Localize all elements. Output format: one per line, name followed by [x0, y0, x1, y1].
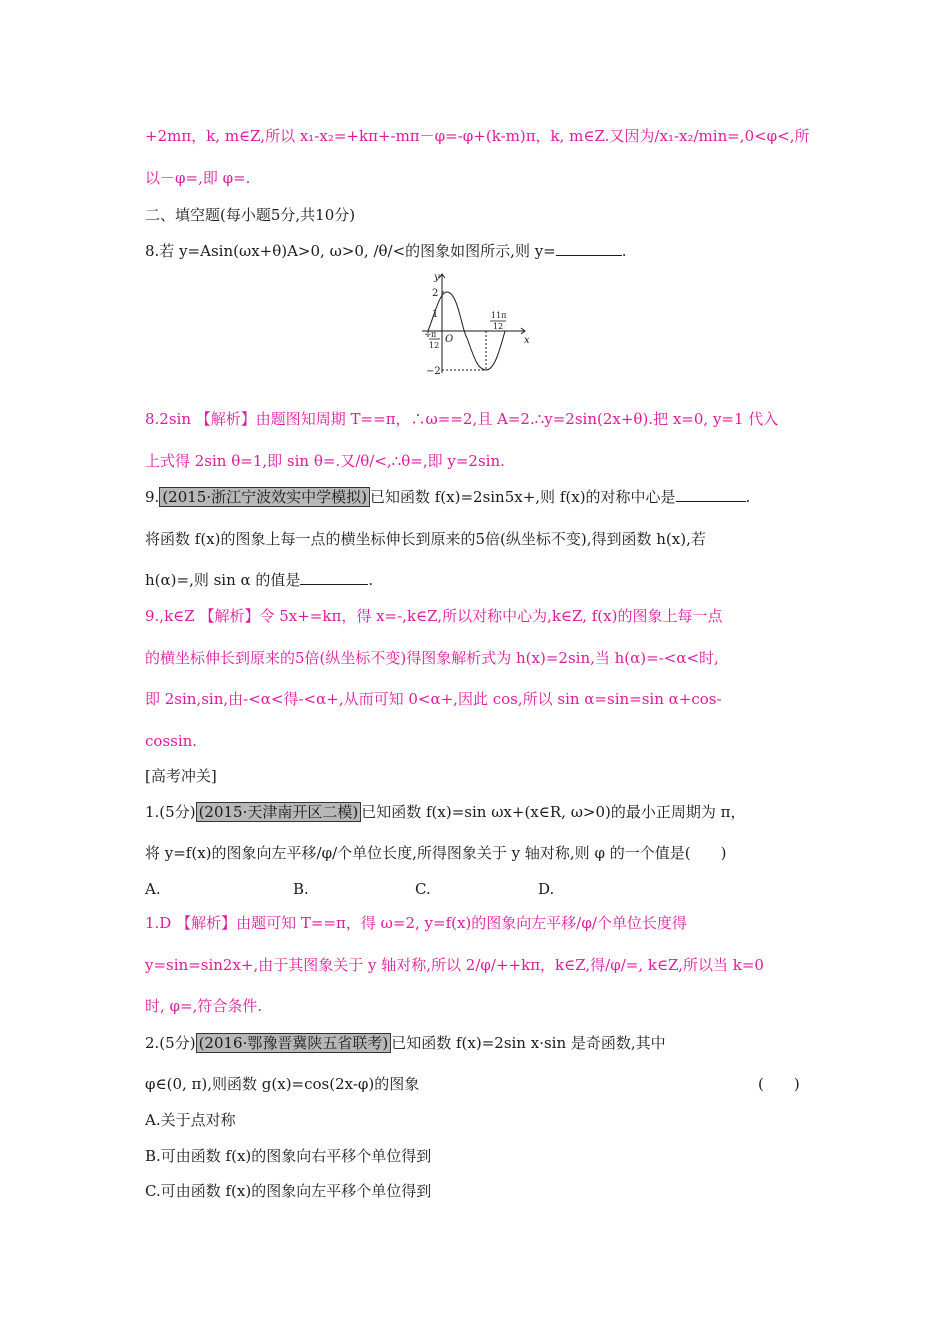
question-1-options — [145, 879, 645, 899]
question-2-source-tag: (2016·鄂豫晋冀陕五省联考) — [196, 1033, 392, 1053]
origin-label: O — [445, 334, 454, 345]
answer-8-line-2: 上式得 2sin θ=1,即 sin θ=.又/θ/<,∴θ=,即 y=2sin. — [145, 452, 505, 470]
answer-7-continued-line-2: 以－φ=,即 φ=. — [145, 169, 251, 187]
answer-1-line-3: 时, φ=,符合条件. — [145, 997, 263, 1015]
x-tick-left-sign: − — [424, 330, 432, 340]
answer-9-line-3: 即 2sin,sin,由-<α<得-<α+,从而可知 0<α+,因此 cos,所以 sin α=sin=sin α+cos- — [145, 690, 722, 708]
question-8: 8.若 y=Asin(ωx+θ)A>0, ω>0, /θ/<的图象如图所示,则 y= . — [145, 242, 627, 260]
x-tick-right-den: 12 — [493, 322, 504, 331]
y-tick-1: 1 — [432, 309, 439, 320]
answer-blank — [676, 487, 746, 502]
question-2-text: 已知函数 f(x)=2sin x·sin 是奇函数,其中 — [391, 1034, 666, 1052]
question-9-source-tag: (2015·浙江宁波效实中学模拟) — [159, 487, 370, 507]
answer-7-continued-line-1: +2mπ，k, m∈Z,所以 x₁-x₂=+kπ+-mπ－φ=-φ+(k-m)π，k, m∈Z.又因为/x₁-x₂/min=,0<φ<,所 — [145, 127, 810, 145]
x-tick-left-den: 12 — [429, 341, 440, 350]
question-2-option-c: C.可由函数 f(x)的图象向左平移个单位得到 — [145, 1182, 432, 1200]
question-2-answer-paren: ( ) — [758, 1075, 800, 1093]
x-axis-label: x — [524, 335, 530, 346]
y-axis-label: y — [434, 272, 440, 283]
question-9-line-1: 9. (2015·浙江宁波效实中学模拟) 已知函数 f(x)=2sin5x+,则 f(x)的对称中心是 . — [145, 488, 751, 506]
x-tick-right-num: 11π — [491, 311, 507, 320]
answer-1-line-2: y=sin=sin2x+,由于其图象关于 y 轴对称,所以 2/φ/++kπ，k∈Z,得/φ/=, k∈Z,所以当 k=0 — [145, 956, 764, 974]
answer-9-line-2: 的横坐标伸长到原来的5倍(纵坐标不变)得图象解析式为 h(x)=2sin,当 h(α)=-<α<时, — [145, 649, 719, 667]
question-1-line-1 — [145, 802, 746, 822]
question-2-option-b: B.可由函数 f(x)的图象向右平移个单位得到 — [145, 1147, 432, 1165]
question-8-text: 8.若 y=Asin(ωx+θ)A>0, ω>0, /θ/<的图象如图所示,则 y= — [145, 242, 556, 260]
answer-9-line-1: 9.,k∈Z 【解析】令 5x+=kπ，得 x=-,k∈Z,所以对称中心为,k∈Z, f(x)的图象上每一点 — [145, 607, 723, 625]
answer-9-line-4: cossin. — [145, 732, 198, 750]
option-c: C. — [415, 880, 431, 898]
answer-blank — [300, 570, 368, 585]
question-9-line-2: 将函数 f(x)的图象上每一点的横坐标伸长到原来的5倍(纵坐标不变),得到函数 h(x),若 — [145, 530, 706, 548]
section-heading-fill-in: 二、填空题(每小题5分,共10分) — [145, 206, 356, 224]
question-2-option-a: A.关于点对称 — [145, 1111, 236, 1129]
option-a: A. — [145, 880, 161, 898]
question-2-line-1 — [145, 1033, 666, 1053]
answer-1-line-1: 1.D 【解析】由题可知 T==π，得 ω=2, y=f(x)的图象向左平移/φ/个单位长度得 — [145, 914, 687, 932]
x-tick-left-num: π — [431, 330, 437, 339]
question-1-source-tag: (2015·天津南开区二模) — [196, 802, 362, 822]
answer-blank — [556, 241, 622, 256]
option-d: D. — [538, 880, 555, 898]
question-1-line-2: 将 y=f(x)的图象向左平移/φ/个单位长度,所得图象关于 y 轴对称,则 φ 的一个值是( ) — [145, 844, 727, 862]
option-b: B. — [293, 880, 309, 898]
question-1-text: 已知函数 f(x)=sin ωx+(x∈R, ω>0)的最小正周期为 π， — [361, 803, 746, 821]
question-9-line-3: h(α)=,则 sin α 的值是 . — [145, 571, 374, 589]
question-2-number: 2.(5分) — [145, 1034, 196, 1052]
sine-graph-figure — [420, 268, 535, 380]
question-2-line-2: φ∈(0, π),则函数 g(x)=cos(2x-φ)的图象 — [145, 1075, 420, 1093]
question-1-number: 1.(5分) — [145, 803, 196, 821]
question-9-number: 9. — [145, 488, 160, 506]
question-9-text: 已知函数 f(x)=2sin5x+,则 f(x)的对称中心是 — [369, 488, 676, 506]
question-9-line-3-text: h(α)=,则 sin α 的值是 — [145, 571, 301, 589]
y-tick-neg2: −2 — [426, 366, 441, 377]
answer-8-line-1: 8.2sin 【解析】由题图知周期 T==π，∴ω==2,且 A=2.∴y=2sin(2x+θ).把 x=0, y=1 代入 — [145, 410, 779, 428]
gaokao-heading: [高考冲关] — [145, 767, 217, 785]
y-tick-2: 2 — [432, 288, 439, 299]
